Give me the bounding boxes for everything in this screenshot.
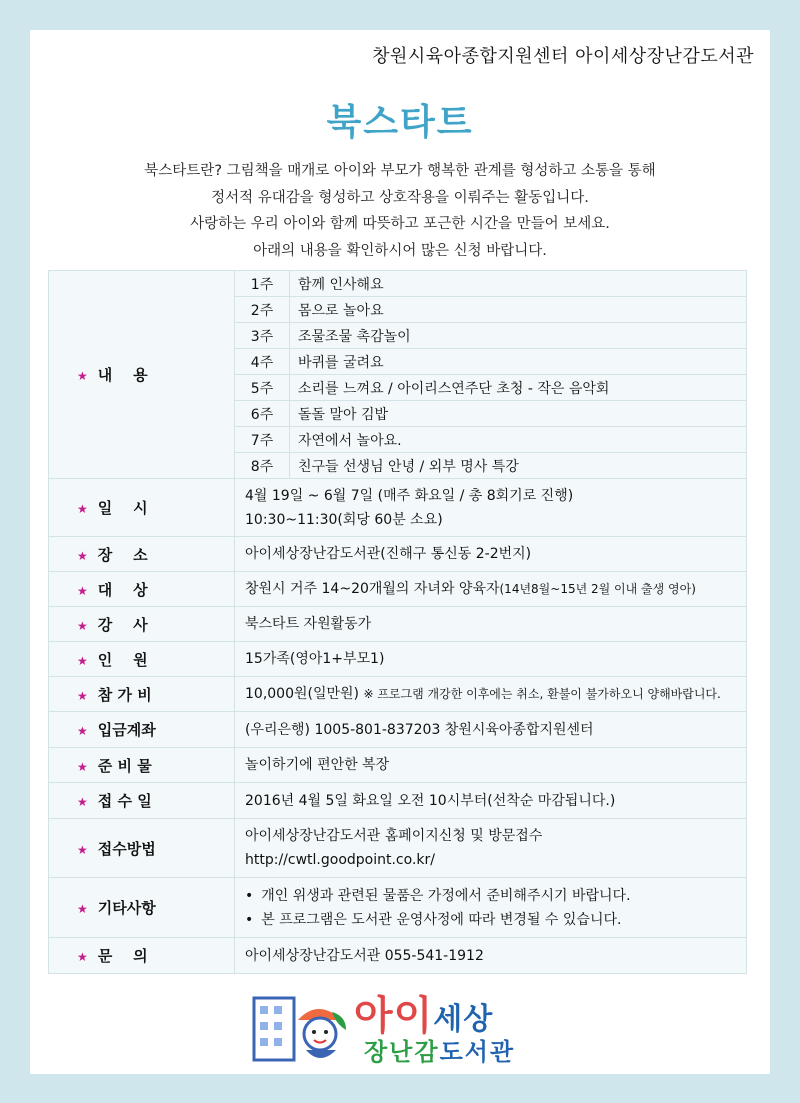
week-number: 4주 — [235, 349, 290, 375]
star-icon: ★ — [77, 688, 88, 703]
week-activity: 조물조물 촉감놀이 — [290, 323, 747, 349]
week-activity: 돌돌 말아 김밥 — [290, 401, 747, 427]
fee-label: ★ 참 가 비 — [49, 677, 235, 712]
target-value: 창원시 거주 14~20개월의 자녀와 양육자(14년8월~15년 2월 이내 출생 영아) — [235, 572, 747, 607]
week-activity: 친구들 선생님 안녕 / 외부 명사 특강 — [290, 453, 747, 479]
star-icon: ★ — [77, 950, 88, 964]
star-icon: ★ — [77, 548, 88, 563]
week-number: 7주 — [235, 427, 290, 453]
intro-line: 북스타트란? 그림책을 매개로 아이와 부모가 행복한 관계를 형성하고 소통을 통해 — [144, 163, 656, 179]
week-number: 3주 — [235, 323, 290, 349]
date-value: 2016년 4월 5일 화요일 오전 10시부터(선착순 마감됩니다.) — [235, 783, 747, 819]
schedule-row — [49, 479, 747, 537]
intro-line: 정서적 유대감을 형성하고 상호작용을 이뤄주는 활동입니다. — [211, 189, 589, 206]
account-value: (우리은행) 1005-801-837203 창원시육아종합지원센터 — [235, 712, 747, 748]
intro-text — [30, 158, 770, 264]
content-row — [49, 271, 747, 297]
account-row — [49, 712, 747, 748]
contact-label: ★ 문 의 — [49, 938, 235, 974]
star-icon: ★ — [77, 724, 88, 738]
organization-name: 창원시육아종합지원센터 아이세상장난감도서관 — [372, 46, 754, 67]
star-icon: ★ — [77, 653, 88, 668]
method-row — [49, 819, 747, 878]
library-logo — [246, 984, 546, 1066]
target-row — [49, 572, 747, 607]
etc-label: ★ 기타사항 — [49, 878, 235, 938]
program-info-table — [48, 270, 747, 974]
method-label: ★ 접수방법 — [49, 819, 235, 878]
week-number: 5주 — [235, 375, 290, 401]
building-illustration-icon — [246, 984, 356, 1066]
logo-text-top: 아이세상 — [354, 993, 494, 1039]
instructor-label: ★ 강 사 — [49, 607, 235, 642]
week-number: 6주 — [235, 401, 290, 427]
content-label: ★ 내 용 — [49, 271, 235, 479]
prep-value: 놀이하기에 편안한 복장 — [235, 748, 747, 783]
place-label: ★ 장 소 — [49, 537, 235, 572]
logo-text-bottom: 장난감도서관 — [364, 1038, 516, 1066]
poster-sheet — [30, 30, 770, 1074]
star-icon: ★ — [77, 842, 88, 857]
account-label: ★ 입금계좌 — [49, 712, 235, 748]
target-label: ★ 대 상 — [49, 572, 235, 607]
intro-line: 아래의 내용을 확인하시어 많은 신청 바랍니다. — [253, 242, 547, 259]
week-number: 1주 — [235, 271, 290, 297]
star-icon: ★ — [77, 502, 88, 516]
homepage-link[interactable]: http://cwtl.goodpoint.co.kr/ — [245, 852, 435, 868]
place-value: 아이세상장난감도서관(진해구 통신동 2-2번지) — [235, 537, 747, 572]
fee-value: 10,000원(일만원) ※ 프로그램 개강한 이후에는 취소, 환불이 불가하오니 양해바랍니다. — [235, 677, 747, 712]
instructor-row — [49, 607, 747, 642]
schedule-label: ★ 일 시 — [49, 479, 235, 537]
contact-value: 아이세상장난감도서관 055-541-1912 — [235, 938, 747, 974]
star-icon: ★ — [77, 369, 88, 383]
star-icon: ★ — [77, 618, 88, 633]
method-value: 아이세상장난감도서관 홈페이지신청 및 방문접수 http://cwtl.goodpoint.co.kr/ — [235, 819, 747, 878]
place-row — [49, 537, 747, 572]
star-icon: ★ — [77, 583, 88, 598]
week-activity: 함께 인사해요 — [290, 271, 747, 297]
list-item: • 개인 위생과 관련된 물품은 가정에서 준비해주시기 바랍니다. — [245, 884, 736, 908]
star-icon: ★ — [77, 795, 88, 809]
week-activity: 자연에서 놀아요. — [290, 427, 747, 453]
contact-row — [49, 938, 747, 974]
capacity-row — [49, 642, 747, 677]
capacity-label: ★ 인 원 — [49, 642, 235, 677]
fee-row — [49, 677, 747, 712]
etc-value — [235, 878, 747, 938]
schedule-value: 4월 19일 ~ 6월 7일 (매주 화요일 / 총 8회기로 진행) 10:30~11:30(회당 60분 소요) — [235, 479, 747, 537]
capacity-value: 15가족(영아1+부모1) — [235, 642, 747, 677]
prep-row — [49, 748, 747, 783]
week-number: 2주 — [235, 297, 290, 323]
list-item: • 본 프로그램은 도서관 운영사정에 따라 변경될 수 있습니다. — [245, 908, 736, 932]
week-number: 8주 — [235, 453, 290, 479]
date-label: ★ 접 수 일 — [49, 783, 235, 819]
etc-list — [245, 884, 736, 932]
intro-line: 사랑하는 우리 아이와 함께 따뜻하고 포근한 시간을 만들어 보세요. — [190, 216, 610, 232]
date-row — [49, 783, 747, 819]
week-activity: 몸으로 놀아요 — [290, 297, 747, 323]
page-title: 북스타트 — [326, 102, 474, 143]
week-activity: 바퀴를 굴려요 — [290, 349, 747, 375]
prep-label: ★ 준 비 물 — [49, 748, 235, 783]
star-icon: ★ — [77, 759, 88, 774]
star-icon: ★ — [77, 902, 88, 916]
instructor-value: 북스타트 자원활동가 — [235, 607, 747, 642]
week-activity: 소리를 느껴요 / 아이리스연주단 초청 - 작은 음악회 — [290, 375, 747, 401]
etc-row — [49, 878, 747, 938]
